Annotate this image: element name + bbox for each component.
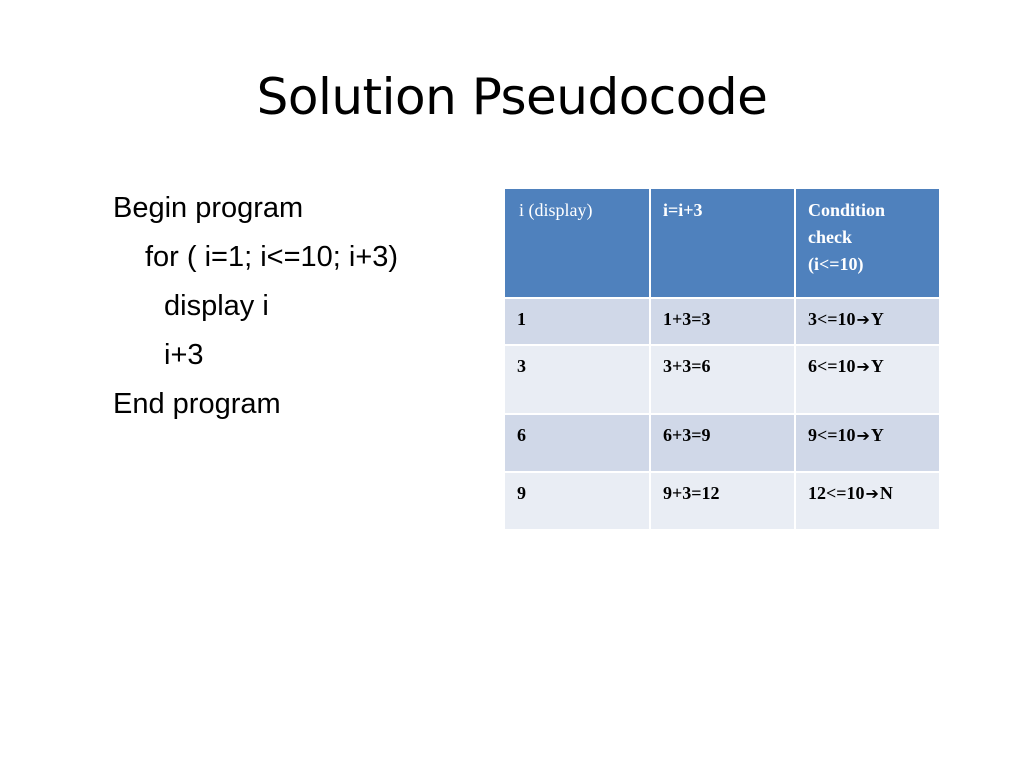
right-arrow-icon: ➔ [865, 484, 879, 503]
cell-condition [795, 472, 940, 530]
right-arrow-icon: ➔ [856, 357, 870, 376]
cell-i: 9 [504, 472, 650, 530]
table-header-row [504, 188, 940, 298]
cell-update: 1+3=3 [650, 298, 795, 345]
cell-condition [795, 345, 940, 414]
condition-result: Y [870, 356, 884, 376]
right-arrow-icon: ➔ [856, 426, 870, 445]
cell-update: 9+3=12 [650, 472, 795, 530]
cell-update: 6+3=9 [650, 414, 795, 472]
code-line-end: End program [113, 388, 281, 420]
condition-text: 9<=10 [808, 425, 856, 445]
header-condition-line: Condition [808, 200, 886, 220]
right-arrow-icon: ➔ [856, 310, 870, 329]
condition-result: Y [870, 425, 884, 445]
table-row [504, 345, 940, 414]
code-line-begin: Begin program [113, 192, 304, 224]
condition-text: 6<=10 [808, 356, 856, 376]
condition-result: Y [870, 309, 884, 329]
cell-i: 6 [504, 414, 650, 472]
header-condition-line: (i<=10) [808, 254, 864, 274]
header-i-display: i (display) [504, 188, 650, 298]
table-row [504, 298, 940, 345]
condition-text: 3<=10 [808, 309, 856, 329]
cell-i: 3 [504, 345, 650, 414]
cell-condition [795, 414, 940, 472]
code-line-for: for ( i=1; i<=10; i+3) [145, 241, 399, 273]
condition-result: N [879, 483, 893, 503]
cell-i: 1 [504, 298, 650, 345]
code-line-increment: i+3 [164, 339, 204, 371]
trace-table [503, 187, 941, 531]
condition-text: 12<=10 [808, 483, 865, 503]
pseudocode-block [113, 184, 398, 429]
header-condition [795, 188, 940, 298]
cell-update: 3+3=6 [650, 345, 795, 414]
code-line-display: display i [164, 290, 269, 322]
table-row [504, 472, 940, 530]
slide-title: Solution Pseudocode [256, 68, 768, 126]
header-condition-line: check [808, 227, 852, 247]
cell-condition [795, 298, 940, 345]
header-update: i=i+3 [650, 188, 795, 298]
table-row [504, 414, 940, 472]
